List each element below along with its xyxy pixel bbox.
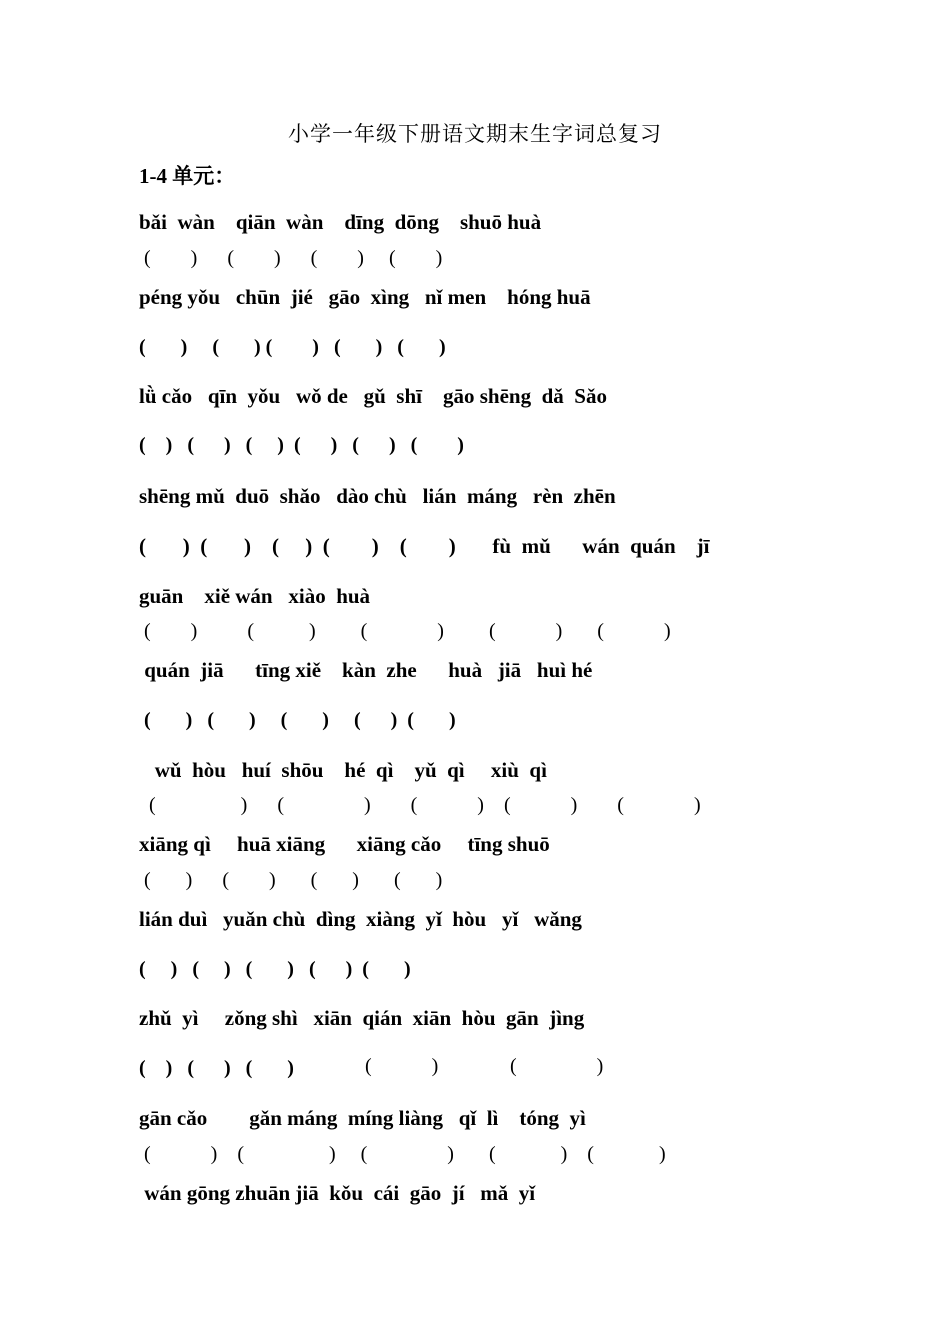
pinyin-row: lián duì yuǎn chù dìng xiàng yǐ hòu yǐ wǎng (139, 907, 582, 931)
answer-brackets-row: ( ) ( ) ( ) ( ) ( ) ( ) (139, 434, 464, 456)
page-title: 小学一年级下册语文期末生字词总复习 (288, 122, 662, 146)
pinyin-row: wǔ hòu huí shōu hé qì yǔ qì xiù qì (139, 758, 547, 782)
pinyin-row: lǜ cǎo qīn yǒu wǒ de gǔ shī gāo shēng dǎ Sǎo (139, 384, 607, 408)
pinyin-row: zhǔ yì zǒng shì xiān qián xiān hòu gān jìng (139, 1006, 585, 1030)
answer-brackets: ( ) (510, 1055, 604, 1077)
answer-brackets-row: ( ) ( ) ( ) ( ) ( ) (139, 1143, 666, 1165)
answer-brackets-row: ( ) ( ) ( ) ( ) ( ) (139, 336, 446, 358)
pinyin-row: bǎi wàn qiān wàn dīng dōng shuō huà (139, 210, 542, 234)
answer-brackets: ( ) (365, 1055, 439, 1077)
pinyin-row: shēng mǔ duō shǎo dào chù lián máng rèn zhēn (139, 484, 616, 508)
pinyin-row: péng yǒu chūn jié gāo xìng nǐ men hóng huā (139, 285, 591, 309)
answer-brackets-row: ( ) ( ) ( ) ( ) ( ) (139, 794, 701, 816)
answer-brackets-row: ( ) ( ) ( ) ( ) (139, 869, 443, 891)
answer-brackets-row: ( ) ( ) ( ) (139, 1057, 294, 1079)
answer-brackets-row: ( ) ( ) ( ) ( ) ( ) (139, 958, 411, 980)
pinyin-row: guān xiě wán xiào huà (139, 584, 371, 608)
pinyin-row: wán gōng zhuān jiā kǒu cái gāo jí mǎ yǐ (139, 1181, 536, 1205)
answer-brackets-row: ( ) ( ) ( ) ( ) ( ) (139, 709, 456, 731)
answer-brackets-row: ( ) ( ) ( ) ( ) ( ) (139, 620, 671, 642)
pinyin-row: ( ) ( ) ( ) ( ) ( ) fù mǔ wán quán jī (139, 534, 710, 558)
pinyin-row: gān cǎo gǎn máng míng liàng qǐ lì tóng yì (139, 1106, 586, 1130)
answer-brackets-row: ( ) ( ) ( ) ( ) (139, 247, 443, 269)
unit-heading: 1-4 单元： (139, 164, 236, 188)
pinyin-row: quán jiā tīng xiě kàn zhe huà jiā huì hé (139, 658, 593, 682)
pinyin-row: xiāng qì huā xiāng xiāng cǎo tīng shuō (139, 832, 550, 856)
